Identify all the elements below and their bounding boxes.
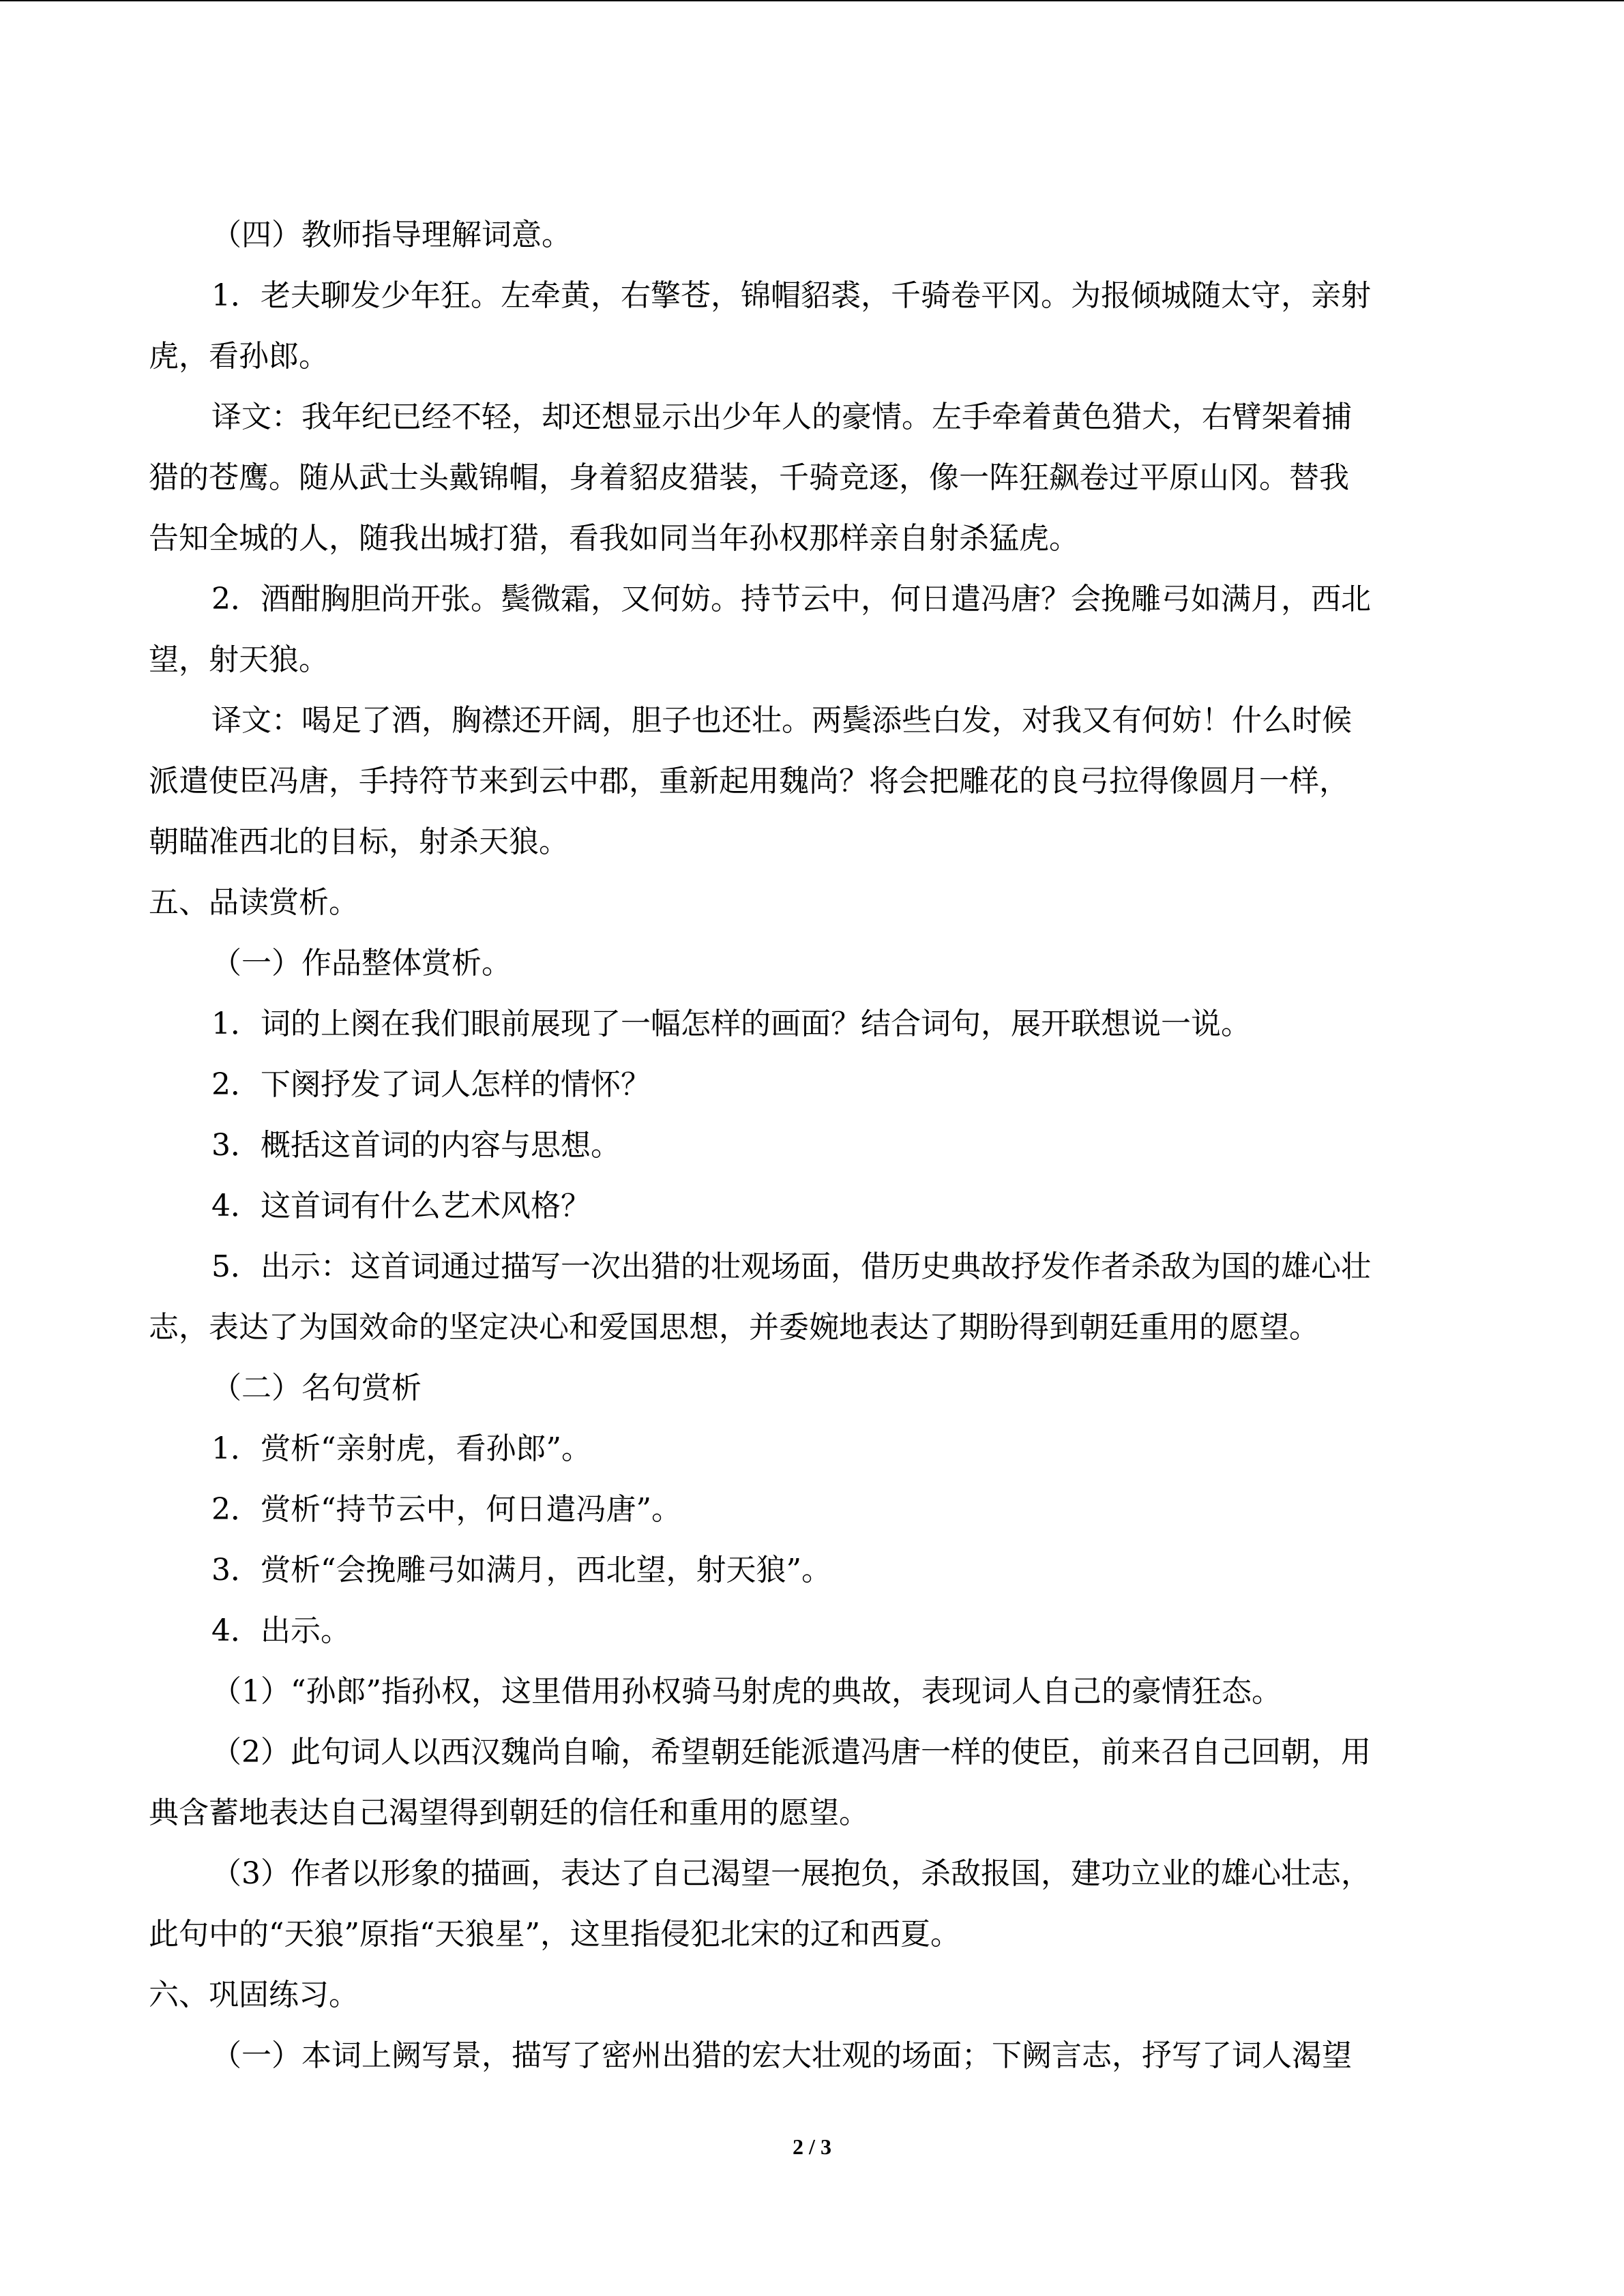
analysis-3: 3．赏析“会挽雕弓如满月，西北望，射天狼”。 [211,1553,831,1587]
translation-1-cont-a: 猎的苍鹰。随从武士头戴锦帽，身着貂皮猎装，千骑竞逐，像一阵狂飙卷过平原山冈。替我 [149,460,1349,495]
poem-line-1-cont: 虎，看孙郎。 [149,339,329,374]
document-body [149,205,1475,2086]
poem-line-1: 1．老夫聊发少年狂。左牵黄，右擎苍，锦帽貂裘，千骑卷平冈。为报倾城随太守，亲射 [211,278,1371,313]
note-2-cont: 典含蓄地表达自己渴望得到朝廷的信任和重用的愿望。 [149,1795,869,1830]
analysis-1: 1．赏析“亲射虎，看孙郎”。 [211,1431,591,1466]
note-3: （3）作者以形象的描画，表达了自己渴望一展抱负，杀敌报国，建功立业的雄心壮志， [211,1856,1371,1891]
exercise-1: （一）本词上阙写景，描写了密州出猎的宏大壮观的场面；下阙言志，抒写了词人渴望 [211,2038,1352,2073]
translation-2: 译文：喝足了酒，胸襟还开阔，胆子也还壮。两鬓添些白发，对我又有何妨！什么时候 [211,703,1352,738]
poem-line-2-cont: 望，射天狼。 [149,642,329,677]
poem-line-2: 2．酒酣胸胆尚开张。鬓微霜，又何妨。持节云中，何日遣冯唐？会挽雕弓如满月，西北 [211,582,1371,616]
answer-5: 5．出示：这首词通过描写一次出猎的壮观场面，借历史典故抒发作者杀敌为国的雄心壮 [211,1249,1371,1284]
section-heading-5: 五、品读赏析。 [149,885,359,920]
subheading-4: （四）教师指导理解词意。 [211,218,572,252]
note-3-cont: 此句中的“天狼”原指“天狼星”，这里指侵犯北宋的辽和西夏。 [149,1917,960,1952]
answer-5-cont: 志，表达了为国效命的坚定决心和爱国思想，并委婉地表达了期盼得到朝廷重用的愿望。 [149,1310,1319,1345]
section-heading-6: 六、巩固练习。 [149,1978,359,2012]
question-2: 2．下阕抒发了词人怎样的情怀？ [211,1067,651,1102]
translation-1: 译文：我年纪已经不轻，却还想显示出少年人的豪情。左手牵着黄色猎犬，右臂架着捕 [211,400,1352,434]
question-3: 3．概括这首词的内容与思想。 [211,1128,621,1163]
note-1: （1）“孙郎”指孙权，这里借用孙权骑马射虎的典故，表现词人自己的豪情狂态。 [211,1674,1282,1709]
analysis-4: 4．出示。 [211,1613,351,1648]
translation-2-cont-a: 派遣使臣冯唐，手持符节来到云中郡，重新起用魏尚？将会把雕花的良弓拉得像圆月一样， [149,764,1349,799]
note-2: （2）此句词人以西汉魏尚自喻，希望朝廷能派遣冯唐一样的使臣，前来召自己回朝，用 [211,1735,1371,1770]
subheading-famous-lines: （二）名句赏析 [211,1371,422,1405]
subheading-overall: （一）作品整体赏析。 [211,946,512,981]
translation-2-cont-b: 朝瞄准西北的目标，射杀天狼。 [149,824,569,859]
top-border-rule [0,0,1624,1]
page-number: 2 / 3 [793,2134,831,2159]
question-1: 1．词的上阕在我们眼前展现了一幅怎样的画面？结合词句，展开联想说一说。 [211,1007,1251,1041]
analysis-2: 2．赏析“持节云中，何日遣冯唐”。 [211,1492,681,1527]
translation-1-cont-b: 告知全城的人，随我出城打猎，看我如同当年孙权那样亲自射杀猛虎。 [149,521,1079,556]
question-4: 4．这首词有什么艺术风格？ [211,1189,591,1223]
